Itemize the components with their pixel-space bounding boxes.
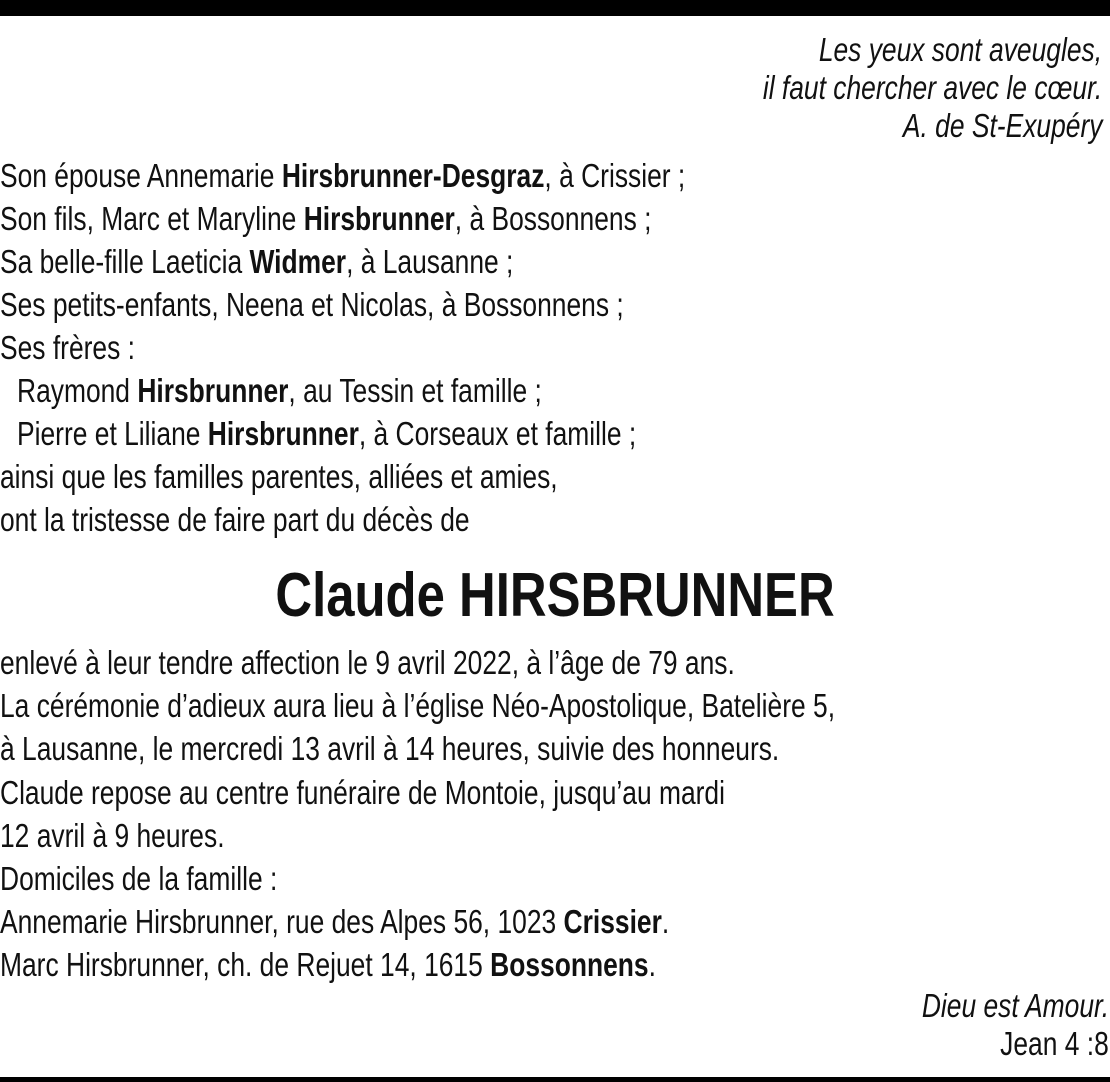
epigraph-line-1: Les yeux sont aveugles, — [818, 31, 1102, 68]
top-border-bar — [0, 0, 1110, 16]
family-line: ainsi que les familles parentes, alliées et amies, — [0, 458, 558, 495]
family-line: Pierre et Liliane Hirsbrunner, à Corseaux et famille ; — [17, 415, 637, 452]
family-line: Son fils, Marc et Maryline Hirsbrunner, à Bossonnens ; — [0, 200, 652, 237]
family-line: Sa belle-fille Laeticia Widmer, à Lausanne ; — [0, 243, 514, 280]
detail-line: à Lausanne, le mercredi 13 avril à 14 heures, suivie des honneurs. — [0, 730, 780, 767]
address-line: Annemarie Hirsbrunner, rue des Alpes 56, 1023 Crissier. — [0, 903, 670, 940]
family-line: Son épouse Annemarie Hirsbrunner-Desgraz, à Crissier ; — [0, 157, 686, 194]
closing-quote: Dieu est Amour. — [921, 987, 1109, 1024]
detail-line: 12 avril à 9 heures. — [0, 817, 225, 854]
address-line: Marc Hirsbrunner, ch. de Rejuet 14, 1615 Bossonnens. — [0, 946, 656, 983]
detail-line: La cérémonie d’adieux aura lieu à l’église Néo-Apostolique, Batelière 5, — [0, 687, 836, 724]
closing-reference: Jean 4 :8 — [1000, 1025, 1109, 1062]
detail-line: Claude repose au centre funéraire de Montoie, jusqu’au mardi — [0, 774, 725, 811]
family-line: Ses frères : — [0, 329, 135, 366]
epigraph-author: A. de St-Exupéry — [902, 107, 1102, 144]
detail-line: Domiciles de la famille : — [0, 860, 278, 897]
detail-line: enlevé à leur tendre affection le 9 avril 2022, à l’âge de 79 ans. — [0, 644, 735, 681]
family-line: ont la tristesse de faire part du décès de — [0, 501, 470, 538]
deceased-name: Claude HIRSBRUNNER — [275, 561, 835, 630]
family-line: Raymond Hirsbrunner, au Tessin et famille ; — [17, 372, 542, 409]
bottom-border-bar — [0, 1077, 1110, 1082]
family-line: Ses petits-enfants, Neena et Nicolas, à Bossonnens ; — [0, 286, 624, 323]
epigraph-line-2: il faut chercher avec le cœur. — [762, 69, 1102, 106]
